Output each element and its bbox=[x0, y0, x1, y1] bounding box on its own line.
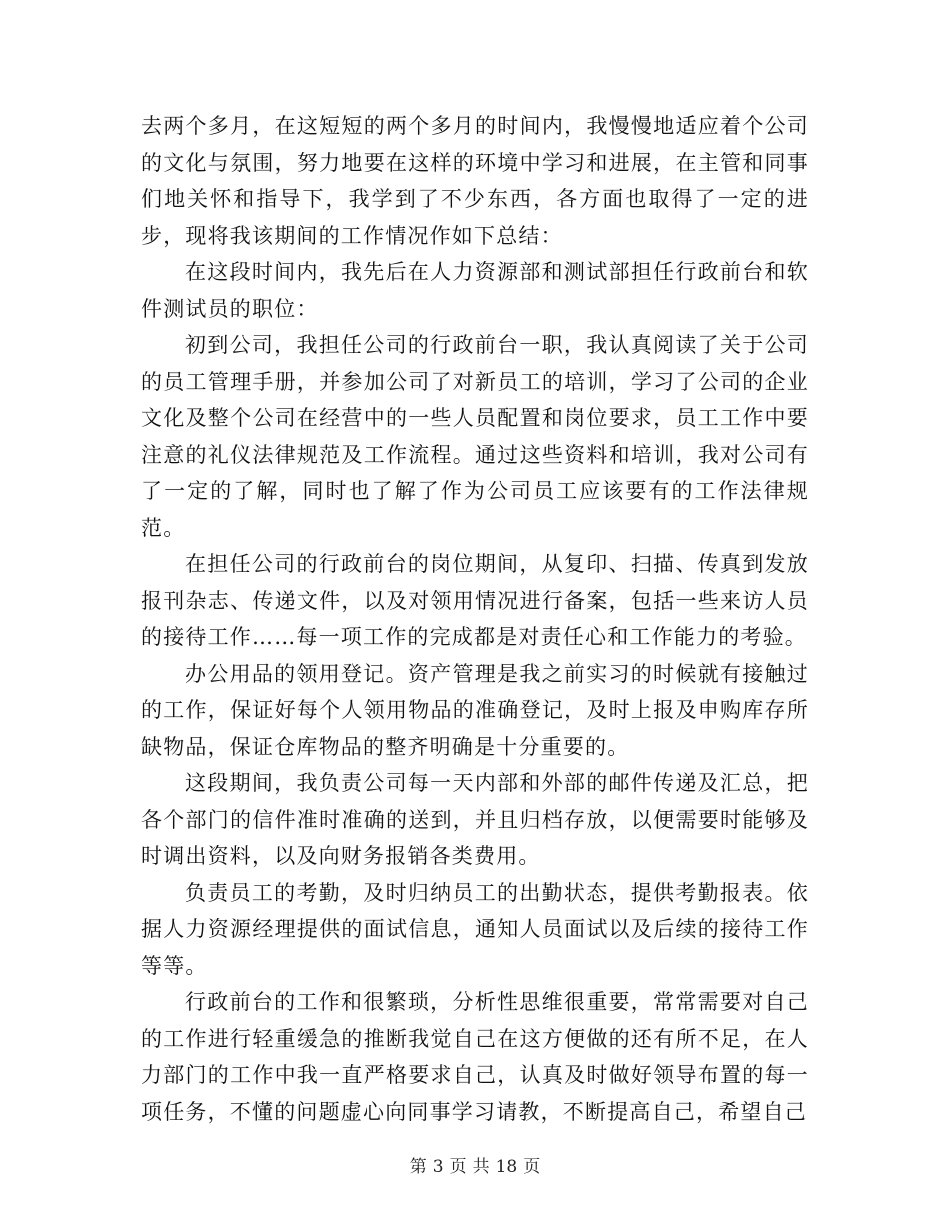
footer-page-word: 页 bbox=[449, 1157, 467, 1177]
paragraph-continuation: 去两个多月，在这短短的两个多月的时间内，我慢慢地适应着个公司的文化与氛围，努力地要在这样的环境中学习和进展，在主管和同事们地关怀和指导下，我学到了不少东西，各方面也取得了一定的进步，现将我该期间的工作情况作如下总结： bbox=[141, 114, 809, 248]
paragraph-onboarding: 初到公司，我担任公司的行政前台一职，我认真阅读了关于公司的员工管理手册，并参加公司了对新员工的培训，学习了公司的企业文化及整个公司在经营中的一些人员配置和岗位要求，员工工作中要注意的礼仪法律规范及工作流程。通过这些资料和培训，我对公司有了一定的了解，同时也了解了作为公司员工应该要有的工作法律规范。 bbox=[141, 333, 809, 540]
paragraph-mail-handling: 这段期间，我负责公司每一天内部和外部的邮件传递及汇总，把各个部门的信件准时准确的送到，并且归档存放，以便需要时能够及时调出资料，以及向财务报销各类费用。 bbox=[141, 771, 809, 868]
paragraph-reflection: 行政前台的工作和很繁琐，分析性思维很重要，常常需要对自己的工作进行轻重缓急的推断我觉自己在这方便做的还有所不足，在人力部门的工作中我一直严格要求自己，认真及时做好领导布置的每一项任务，不懂的问题虚心向同事学习请教，不断提高自己，希望自己 bbox=[141, 990, 809, 1124]
footer-prefix: 第 bbox=[409, 1157, 427, 1177]
footer-suffix: 页 bbox=[523, 1157, 541, 1177]
paragraph-attendance: 负责员工的考勤，及时归纳员工的出勤状态，提供考勤报表。依据人力资源经理提供的面试信息，通知人员面试以及后续的接待工作等等。 bbox=[141, 880, 809, 978]
footer-total-word: 共 bbox=[472, 1157, 490, 1177]
page-number-footer bbox=[0, 1152, 950, 1177]
footer-total-pages: 18 bbox=[495, 1157, 518, 1177]
footer-current-page: 3 bbox=[432, 1157, 444, 1177]
paragraph-positions: 在这段时间内，我先后在人力资源部和测试部担任行政前台和软件测试员的职位： bbox=[141, 260, 809, 321]
paragraph-front-desk-duties: 在担任公司的行政前台的岗位期间，从复印、扫描、传真到发放报刊杂志、传递文件，以及对领用情况进行备案，包括一些来访人员的接待工作……每一项工作的完成都是对责任心和工作能力的考验。 bbox=[141, 552, 809, 649]
body-text bbox=[141, 108, 809, 1130]
paragraph-office-supplies: 办公用品的领用登记。资产管理是我之前实习的时候就有接触过的工作，保证好每个人领用物品的准确登记，及时上报及申购库存所缺物品，保证仓库物品的整齐明确是十分重要的。 bbox=[141, 661, 809, 759]
